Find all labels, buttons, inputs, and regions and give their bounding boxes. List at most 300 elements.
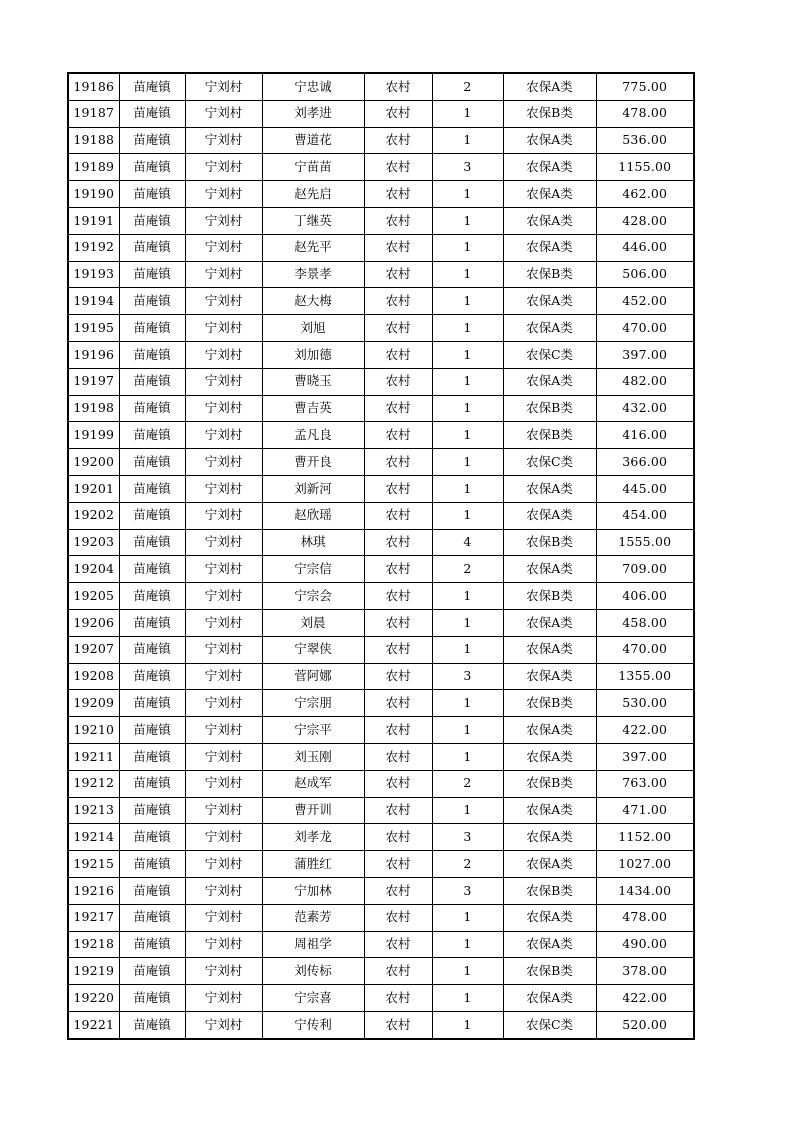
- town-cell: 苗庵镇: [119, 154, 185, 181]
- town-cell: 苗庵镇: [119, 207, 185, 234]
- household-count-cell: 1: [432, 181, 503, 208]
- amount-cell: 454.00: [596, 502, 694, 529]
- amount-cell: 446.00: [596, 234, 694, 261]
- category-cell: 农保A类: [503, 636, 596, 663]
- category-cell: 农保A类: [503, 717, 596, 744]
- table-row: [68, 985, 694, 1012]
- name-cell: 刘旭: [262, 315, 364, 342]
- village-cell: 宁刘村: [185, 663, 262, 690]
- table-row: [68, 583, 694, 610]
- category-cell: 农保A类: [503, 985, 596, 1012]
- table-row: [68, 502, 694, 529]
- name-cell: 周祖学: [262, 931, 364, 958]
- table-row: [68, 100, 694, 127]
- name-cell: 刘玉刚: [262, 743, 364, 770]
- village-cell: 宁刘村: [185, 315, 262, 342]
- name-cell: 宁加林: [262, 877, 364, 904]
- town-cell: 苗庵镇: [119, 663, 185, 690]
- serial-number-cell: 19204: [68, 556, 119, 583]
- serial-number-cell: 19189: [68, 154, 119, 181]
- amount-cell: 530.00: [596, 690, 694, 717]
- town-cell: 苗庵镇: [119, 288, 185, 315]
- category-cell: 农保B类: [503, 395, 596, 422]
- household-count-cell: 1: [432, 341, 503, 368]
- name-cell: 赵先平: [262, 234, 364, 261]
- category-cell: 农保A类: [503, 207, 596, 234]
- area-type-cell: 农村: [364, 958, 432, 985]
- name-cell: 宁翠侠: [262, 636, 364, 663]
- village-cell: 宁刘村: [185, 234, 262, 261]
- village-cell: 宁刘村: [185, 422, 262, 449]
- area-type-cell: 农村: [364, 904, 432, 931]
- amount-cell: 378.00: [596, 958, 694, 985]
- amount-cell: 428.00: [596, 207, 694, 234]
- serial-number-cell: 19218: [68, 931, 119, 958]
- amount-cell: 432.00: [596, 395, 694, 422]
- household-count-cell: 1: [432, 931, 503, 958]
- table-row: [68, 770, 694, 797]
- town-cell: 苗庵镇: [119, 797, 185, 824]
- amount-cell: 452.00: [596, 288, 694, 315]
- village-cell: 宁刘村: [185, 985, 262, 1012]
- amount-cell: 1152.00: [596, 824, 694, 851]
- area-type-cell: 农村: [364, 636, 432, 663]
- document-sheet: [67, 72, 693, 1040]
- household-count-cell: 2: [432, 851, 503, 878]
- area-type-cell: 农村: [364, 449, 432, 476]
- category-cell: 农保B类: [503, 770, 596, 797]
- serial-number-cell: 19211: [68, 743, 119, 770]
- category-cell: 农保A类: [503, 315, 596, 342]
- area-type-cell: 农村: [364, 288, 432, 315]
- serial-number-cell: 19188: [68, 127, 119, 154]
- amount-cell: 1434.00: [596, 877, 694, 904]
- table-row: [68, 717, 694, 744]
- town-cell: 苗庵镇: [119, 368, 185, 395]
- name-cell: 刘传标: [262, 958, 364, 985]
- village-cell: 宁刘村: [185, 583, 262, 610]
- household-count-cell: 1: [432, 207, 503, 234]
- table-row: [68, 341, 694, 368]
- town-cell: 苗庵镇: [119, 341, 185, 368]
- village-cell: 宁刘村: [185, 851, 262, 878]
- area-type-cell: 农村: [364, 931, 432, 958]
- town-cell: 苗庵镇: [119, 556, 185, 583]
- category-cell: 农保B类: [503, 877, 596, 904]
- village-cell: 宁刘村: [185, 100, 262, 127]
- village-cell: 宁刘村: [185, 395, 262, 422]
- name-cell: 宁宗平: [262, 717, 364, 744]
- household-count-cell: 1: [432, 261, 503, 288]
- name-cell: 刘孝龙: [262, 824, 364, 851]
- serial-number-cell: 19194: [68, 288, 119, 315]
- town-cell: 苗庵镇: [119, 636, 185, 663]
- town-cell: 苗庵镇: [119, 502, 185, 529]
- household-count-cell: 1: [432, 904, 503, 931]
- category-cell: 农保A类: [503, 743, 596, 770]
- name-cell: 刘晨: [262, 609, 364, 636]
- name-cell: 林琪: [262, 529, 364, 556]
- household-count-cell: 1: [432, 502, 503, 529]
- town-cell: 苗庵镇: [119, 985, 185, 1012]
- serial-number-cell: 19206: [68, 609, 119, 636]
- town-cell: 苗庵镇: [119, 770, 185, 797]
- category-cell: 农保A类: [503, 368, 596, 395]
- town-cell: 苗庵镇: [119, 583, 185, 610]
- serial-number-cell: 19217: [68, 904, 119, 931]
- serial-number-cell: 19213: [68, 797, 119, 824]
- household-count-cell: 1: [432, 395, 503, 422]
- village-cell: 宁刘村: [185, 770, 262, 797]
- household-count-cell: 3: [432, 877, 503, 904]
- household-count-cell: 3: [432, 154, 503, 181]
- village-cell: 宁刘村: [185, 449, 262, 476]
- serial-number-cell: 19209: [68, 690, 119, 717]
- household-count-cell: 1: [432, 422, 503, 449]
- amount-cell: 1355.00: [596, 663, 694, 690]
- area-type-cell: 农村: [364, 502, 432, 529]
- town-cell: 苗庵镇: [119, 824, 185, 851]
- category-cell: 农保A类: [503, 502, 596, 529]
- table-row: [68, 422, 694, 449]
- amount-cell: 490.00: [596, 931, 694, 958]
- category-cell: 农保A类: [503, 609, 596, 636]
- village-cell: 宁刘村: [185, 341, 262, 368]
- area-type-cell: 农村: [364, 127, 432, 154]
- household-count-cell: 1: [432, 475, 503, 502]
- serial-number-cell: 19201: [68, 475, 119, 502]
- table-row: [68, 288, 694, 315]
- name-cell: 曹吉英: [262, 395, 364, 422]
- town-cell: 苗庵镇: [119, 261, 185, 288]
- name-cell: 宁忠诚: [262, 73, 364, 100]
- town-cell: 苗庵镇: [119, 315, 185, 342]
- serial-number-cell: 19215: [68, 851, 119, 878]
- town-cell: 苗庵镇: [119, 234, 185, 261]
- name-cell: 曹道花: [262, 127, 364, 154]
- town-cell: 苗庵镇: [119, 877, 185, 904]
- amount-cell: 445.00: [596, 475, 694, 502]
- name-cell: 李景孝: [262, 261, 364, 288]
- serial-number-cell: 19196: [68, 341, 119, 368]
- name-cell: 曹开良: [262, 449, 364, 476]
- village-cell: 宁刘村: [185, 207, 262, 234]
- category-cell: 农保A类: [503, 475, 596, 502]
- table-row: [68, 797, 694, 824]
- village-cell: 宁刘村: [185, 717, 262, 744]
- village-cell: 宁刘村: [185, 368, 262, 395]
- name-cell: 宁传利: [262, 1011, 364, 1038]
- amount-cell: 763.00: [596, 770, 694, 797]
- table-row: [68, 690, 694, 717]
- town-cell: 苗庵镇: [119, 449, 185, 476]
- area-type-cell: 农村: [364, 154, 432, 181]
- town-cell: 苗庵镇: [119, 127, 185, 154]
- household-count-cell: 2: [432, 770, 503, 797]
- town-cell: 苗庵镇: [119, 422, 185, 449]
- category-cell: 农保B类: [503, 261, 596, 288]
- serial-number-cell: 19207: [68, 636, 119, 663]
- table-row: [68, 127, 694, 154]
- serial-number-cell: 19216: [68, 877, 119, 904]
- village-cell: 宁刘村: [185, 181, 262, 208]
- town-cell: 苗庵镇: [119, 181, 185, 208]
- serial-number-cell: 19210: [68, 717, 119, 744]
- area-type-cell: 农村: [364, 609, 432, 636]
- category-cell: 农保A类: [503, 181, 596, 208]
- area-type-cell: 农村: [364, 315, 432, 342]
- amount-cell: 478.00: [596, 100, 694, 127]
- area-type-cell: 农村: [364, 583, 432, 610]
- table-row: [68, 904, 694, 931]
- category-cell: 农保A类: [503, 73, 596, 100]
- serial-number-cell: 19208: [68, 663, 119, 690]
- village-cell: 宁刘村: [185, 609, 262, 636]
- table-row: [68, 663, 694, 690]
- town-cell: 苗庵镇: [119, 931, 185, 958]
- area-type-cell: 农村: [364, 341, 432, 368]
- amount-cell: 1555.00: [596, 529, 694, 556]
- household-count-cell: 1: [432, 636, 503, 663]
- amount-cell: 709.00: [596, 556, 694, 583]
- category-cell: 农保A类: [503, 931, 596, 958]
- area-type-cell: 农村: [364, 663, 432, 690]
- town-cell: 苗庵镇: [119, 743, 185, 770]
- household-count-cell: 1: [432, 583, 503, 610]
- amount-cell: 366.00: [596, 449, 694, 476]
- area-type-cell: 农村: [364, 261, 432, 288]
- area-type-cell: 农村: [364, 743, 432, 770]
- name-cell: 赵欣瑶: [262, 502, 364, 529]
- village-cell: 宁刘村: [185, 475, 262, 502]
- name-cell: 宁宗朋: [262, 690, 364, 717]
- name-cell: 孟凡良: [262, 422, 364, 449]
- table-row: [68, 181, 694, 208]
- household-count-cell: 1: [432, 958, 503, 985]
- name-cell: 丁继英: [262, 207, 364, 234]
- amount-cell: 471.00: [596, 797, 694, 824]
- household-count-cell: 1: [432, 717, 503, 744]
- village-cell: 宁刘村: [185, 958, 262, 985]
- town-cell: 苗庵镇: [119, 395, 185, 422]
- serial-number-cell: 19212: [68, 770, 119, 797]
- serial-number-cell: 19203: [68, 529, 119, 556]
- name-cell: 刘孝进: [262, 100, 364, 127]
- household-count-cell: 1: [432, 315, 503, 342]
- category-cell: 农保C类: [503, 449, 596, 476]
- name-cell: 赵成军: [262, 770, 364, 797]
- serial-number-cell: 19200: [68, 449, 119, 476]
- town-cell: 苗庵镇: [119, 851, 185, 878]
- household-count-cell: 1: [432, 127, 503, 154]
- village-cell: 宁刘村: [185, 743, 262, 770]
- area-type-cell: 农村: [364, 475, 432, 502]
- serial-number-cell: 19220: [68, 985, 119, 1012]
- village-cell: 宁刘村: [185, 154, 262, 181]
- name-cell: 菅阿娜: [262, 663, 364, 690]
- village-cell: 宁刘村: [185, 877, 262, 904]
- category-cell: 农保A类: [503, 234, 596, 261]
- area-type-cell: 农村: [364, 529, 432, 556]
- serial-number-cell: 19202: [68, 502, 119, 529]
- serial-number-cell: 19197: [68, 368, 119, 395]
- village-cell: 宁刘村: [185, 1011, 262, 1038]
- amount-cell: 397.00: [596, 743, 694, 770]
- name-cell: 赵大梅: [262, 288, 364, 315]
- area-type-cell: 农村: [364, 422, 432, 449]
- town-cell: 苗庵镇: [119, 690, 185, 717]
- household-count-cell: 1: [432, 288, 503, 315]
- area-type-cell: 农村: [364, 1011, 432, 1038]
- village-cell: 宁刘村: [185, 931, 262, 958]
- town-cell: 苗庵镇: [119, 100, 185, 127]
- category-cell: 农保A类: [503, 154, 596, 181]
- amount-cell: 1155.00: [596, 154, 694, 181]
- table-row: [68, 743, 694, 770]
- amount-cell: 536.00: [596, 127, 694, 154]
- serial-number-cell: 19192: [68, 234, 119, 261]
- name-cell: 曹开训: [262, 797, 364, 824]
- amount-cell: 1027.00: [596, 851, 694, 878]
- area-type-cell: 农村: [364, 100, 432, 127]
- category-cell: 农保A类: [503, 851, 596, 878]
- area-type-cell: 农村: [364, 851, 432, 878]
- serial-number-cell: 19199: [68, 422, 119, 449]
- amount-cell: 416.00: [596, 422, 694, 449]
- serial-number-cell: 19214: [68, 824, 119, 851]
- table-row: [68, 851, 694, 878]
- town-cell: 苗庵镇: [119, 475, 185, 502]
- table-row: [68, 824, 694, 851]
- serial-number-cell: 19198: [68, 395, 119, 422]
- table-row: [68, 154, 694, 181]
- amount-cell: 775.00: [596, 73, 694, 100]
- amount-cell: 422.00: [596, 985, 694, 1012]
- village-cell: 宁刘村: [185, 556, 262, 583]
- table-row: [68, 261, 694, 288]
- household-count-cell: 2: [432, 73, 503, 100]
- category-cell: 农保A类: [503, 797, 596, 824]
- amount-cell: 470.00: [596, 636, 694, 663]
- table-row: [68, 73, 694, 100]
- area-type-cell: 农村: [364, 181, 432, 208]
- category-cell: 农保A类: [503, 288, 596, 315]
- table-row: [68, 877, 694, 904]
- town-cell: 苗庵镇: [119, 717, 185, 744]
- village-cell: 宁刘村: [185, 261, 262, 288]
- area-type-cell: 农村: [364, 797, 432, 824]
- amount-cell: 482.00: [596, 368, 694, 395]
- town-cell: 苗庵镇: [119, 1011, 185, 1038]
- table-row: [68, 449, 694, 476]
- serial-number-cell: 19186: [68, 73, 119, 100]
- area-type-cell: 农村: [364, 234, 432, 261]
- amount-cell: 478.00: [596, 904, 694, 931]
- category-cell: 农保A类: [503, 904, 596, 931]
- amount-cell: 397.00: [596, 341, 694, 368]
- household-count-cell: 3: [432, 824, 503, 851]
- household-count-cell: 1: [432, 985, 503, 1012]
- name-cell: 范素芳: [262, 904, 364, 931]
- table-row: [68, 958, 694, 985]
- amount-cell: 406.00: [596, 583, 694, 610]
- household-count-cell: 1: [432, 1011, 503, 1038]
- category-cell: 农保C类: [503, 1011, 596, 1038]
- table-body: [68, 73, 694, 1039]
- area-type-cell: 农村: [364, 717, 432, 744]
- name-cell: 宁宗信: [262, 556, 364, 583]
- household-count-cell: 1: [432, 743, 503, 770]
- name-cell: 蒲胜红: [262, 851, 364, 878]
- area-type-cell: 农村: [364, 73, 432, 100]
- records-table: [67, 72, 695, 1040]
- category-cell: 农保B类: [503, 100, 596, 127]
- area-type-cell: 农村: [364, 985, 432, 1012]
- name-cell: 宁宗会: [262, 583, 364, 610]
- category-cell: 农保B类: [503, 583, 596, 610]
- category-cell: 农保A类: [503, 824, 596, 851]
- household-count-cell: 1: [432, 100, 503, 127]
- town-cell: 苗庵镇: [119, 529, 185, 556]
- village-cell: 宁刘村: [185, 127, 262, 154]
- village-cell: 宁刘村: [185, 690, 262, 717]
- household-count-cell: 3: [432, 663, 503, 690]
- category-cell: 农保B类: [503, 422, 596, 449]
- village-cell: 宁刘村: [185, 529, 262, 556]
- household-count-cell: 4: [432, 529, 503, 556]
- village-cell: 宁刘村: [185, 502, 262, 529]
- area-type-cell: 农村: [364, 207, 432, 234]
- amount-cell: 422.00: [596, 717, 694, 744]
- household-count-cell: 1: [432, 690, 503, 717]
- name-cell: 宁苗苗: [262, 154, 364, 181]
- amount-cell: 520.00: [596, 1011, 694, 1038]
- serial-number-cell: 19190: [68, 181, 119, 208]
- category-cell: 农保C类: [503, 341, 596, 368]
- serial-number-cell: 19219: [68, 958, 119, 985]
- table-row: [68, 556, 694, 583]
- table-row: [68, 234, 694, 261]
- table-row: [68, 368, 694, 395]
- category-cell: 农保B类: [503, 690, 596, 717]
- village-cell: 宁刘村: [185, 288, 262, 315]
- serial-number-cell: 19195: [68, 315, 119, 342]
- area-type-cell: 农村: [364, 877, 432, 904]
- area-type-cell: 农村: [364, 368, 432, 395]
- category-cell: 农保B类: [503, 958, 596, 985]
- category-cell: 农保A类: [503, 663, 596, 690]
- village-cell: 宁刘村: [185, 904, 262, 931]
- household-count-cell: 2: [432, 556, 503, 583]
- town-cell: 苗庵镇: [119, 904, 185, 931]
- name-cell: 刘加德: [262, 341, 364, 368]
- serial-number-cell: 19205: [68, 583, 119, 610]
- town-cell: 苗庵镇: [119, 958, 185, 985]
- area-type-cell: 农村: [364, 395, 432, 422]
- household-count-cell: 1: [432, 449, 503, 476]
- household-count-cell: 1: [432, 797, 503, 824]
- table-row: [68, 529, 694, 556]
- village-cell: 宁刘村: [185, 636, 262, 663]
- amount-cell: 470.00: [596, 315, 694, 342]
- table-row: [68, 395, 694, 422]
- name-cell: 刘新河: [262, 475, 364, 502]
- serial-number-cell: 19187: [68, 100, 119, 127]
- area-type-cell: 农村: [364, 556, 432, 583]
- table-row: [68, 609, 694, 636]
- village-cell: 宁刘村: [185, 73, 262, 100]
- table-row: [68, 315, 694, 342]
